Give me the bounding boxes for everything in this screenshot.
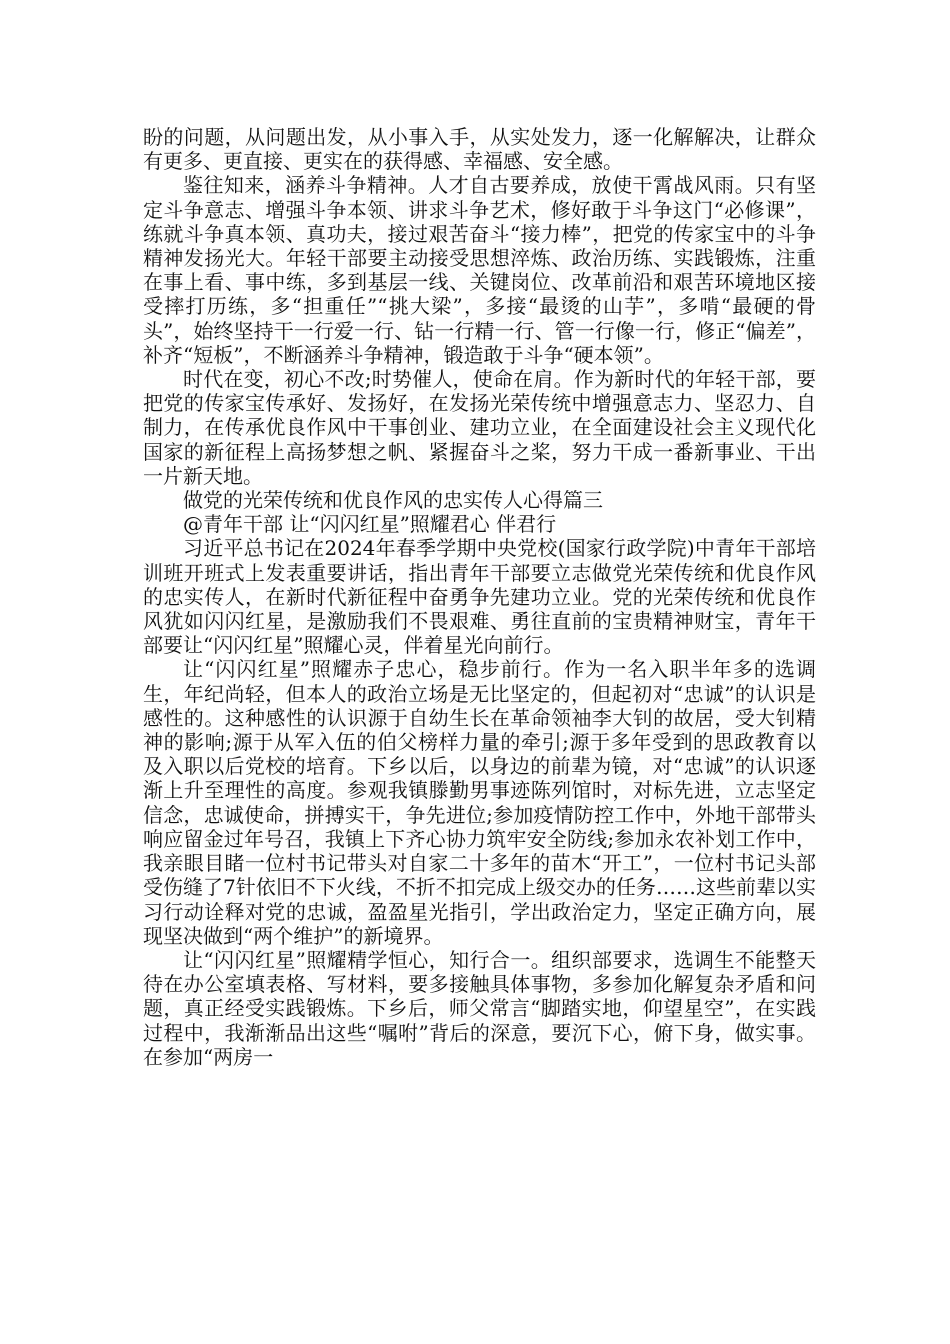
paragraph-practice: 让“闪闪红星”照耀精学恒心，知行合一。组织部要求，选调生不能整天待在办公室填表格、写材料，要多接触具体事物，多参加化解复杂矛盾和问题，真正经受实践锻炼。下乡后，师父常言“脚踏实地，仰望星空”，在实践过程中，我渐渐品出这些“嘱咐”背后的深意，要沉下心，俯下身，做实事。在参加“两房一: [143, 947, 816, 1069]
paragraph-intro: 习近平总书记在2024年春季学期中央党校(国家行政学院)中青年干部培训班开班式上发表重要讲话，指出青年干部要立志做党光荣传统和优良作风的忠实传人，在新时代新征程中奋勇争先建功立业。党的光荣传统和优良作风犹如闪闪红星，是激励我们不畏艰难、勇往直前的宝贵精神财宝，青年干部要让“闪闪红星”照耀心灵，伴着星光向前行。: [143, 536, 816, 658]
document-page: [143, 125, 816, 1069]
paragraph-mission: 时代在变，初心不改;时势催人，使命在肩。作为新时代的年轻干部，要把党的传家宝传承好、发扬好，在发扬光荣传统中增强意志力、坚忍力、自制力，在传承优良作风中干事创业、建功立业，在全面建设社会主义现代化国家的新征程上高扬梦想之帆、紧握奋斗之桨，努力干成一番新事业、干出一片新天地。: [143, 367, 816, 488]
paragraph-struggle-spirit: 鉴往知来，涵养斗争精神。人才自古要养成，放使干霄战风雨。只有坚定斗争意志、增强斗争本领、讲求斗争艺术，修好敢于斗争这门“必修课”，练就斗争真本领、真功夫，接过艰苦奋斗“接力棒”，把党的传家宝中的斗争精神发扬光大。年轻干部要主动接受思想淬炼、政治历练、实践锻炼，注重在事上看、事中练，多到基层一线、关键岗位、改革前沿和艰苦环境地区接受摔打历练，多“担重任”“挑大梁”，多接“最烫的山芋”，多啃“最硬的骨头”，始终坚持干一行爱一行、钻一行精一行、管一行像一行，修正“偏差”，补齐“短板”，不断涵养斗争精神，锻造敢于斗争“硬本领”。: [143, 173, 816, 367]
paragraph-loyalty: 让“闪闪红星”照耀赤子忠心，稳步前行。作为一名入职半年多的选调生，年纪尚轻，但本人的政治立场是无比坚定的，但起初对“忠诚”的认识是感性的。这种感性的认识源于自幼生长在革命领袖李大钊的故居，受大钊精神的影响;源于从军入伍的伯父榜样力量的牵引;源于多年受到的思政教育以及入职以后党校的培育。下乡以后，以身边的前辈为镜，对“忠诚”的认识逐渐上升至理性的高度。参观我镇滕勤男事迹陈列馆时，对标先进，立志坚定信念，忠诚使命，拼搏实干，争先进位;参加疫情防控工作中，外地干部带头响应留金过年号召，我镇上下齐心协力筑牢安全防线;参加永农补划工作中，我亲眼目睹一位村书记带头对自家二十多年的苗木“开工”，一位村书记头部受伤缝了7针依旧不下火线，不折不扣完成上级交办的任务……这些前辈以实习行动诠释对党的忠诚，盈盈星光指引，学出政治定力，坚定正确方向，展现坚决做到“两个维护”的新境界。: [143, 657, 816, 948]
section-title: 做党的光荣传统和优良作风的忠实传人心得篇三: [183, 488, 603, 513]
section-subtitle: @青年干部 让“闪闪红星”照耀君心 伴君行: [183, 512, 557, 537]
paragraph-continuation: 盼的问题，从问题出发，从小事入手，从实处发力，逐一化解解决，让群众有更多、更直接、更实在的获得感、幸福感、安全感。: [143, 125, 816, 174]
